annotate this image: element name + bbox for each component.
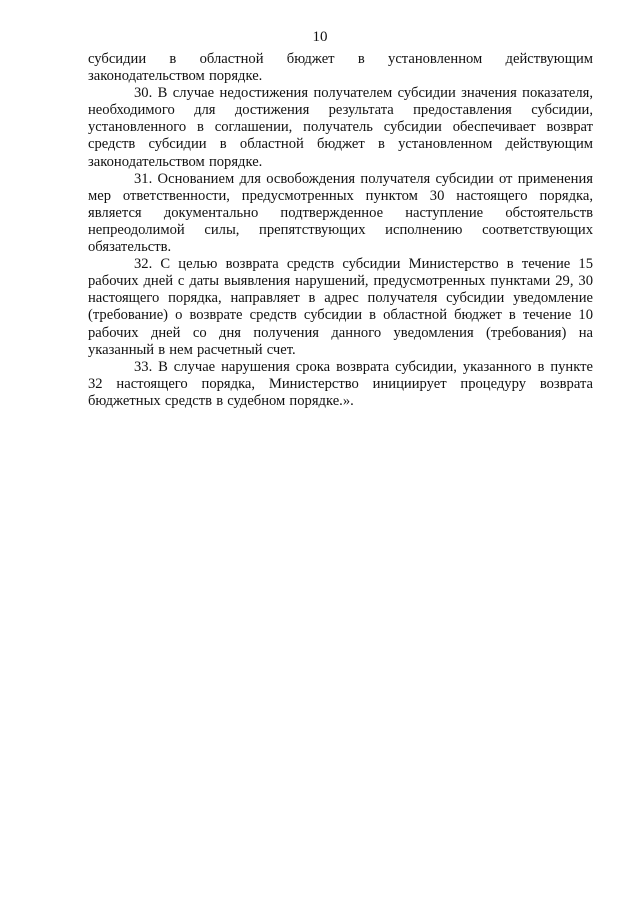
- page-number: 10: [312, 29, 328, 45]
- paragraph-30: 30. В случае недостижения получателем субсидии значения показателя, необходимого для достижения результата предоставления субсидии, установленного в соглашении, получатель субсидии обеспечивает возврат средств субсидии в областной бюджет в установленном действующим законодательством порядке.: [88, 85, 593, 170]
- paragraph-33: 33. В случае нарушения срока возврата субсидии, указанного в пункте 32 настоящего порядка, Министерство инициирует процедуру возврата бюджетных средств в судебном порядке.».: [88, 358, 593, 409]
- document-body: [88, 51, 593, 410]
- paragraph-31: 31. Основанием для освобождения получателя субсидии от применения мер ответственности, предусмотренных пунктом 30 настоящего порядка, является документально подтвержденное наступление обстоятельств непреодолимой силы, препятствующих исполнению соответствующих обязательств.: [88, 170, 593, 256]
- paragraph-continuation: субсидии в областной бюджет в установленном действующим законодательством порядке.: [88, 51, 593, 85]
- paragraph-32: 32. С целью возврата средств субсидии Министерство в течение 15 рабочих дней с даты выявления нарушений, предусмотренных пунктами 29, 30 настоящего порядка, направляет в адрес получателя субсидии уведомление (требование) о возврате средств субсидии в областной бюджет в течение 10 рабочих дней со дня получения данного уведомления (требования) на указанный в нем расчетный счет.: [88, 256, 593, 358]
